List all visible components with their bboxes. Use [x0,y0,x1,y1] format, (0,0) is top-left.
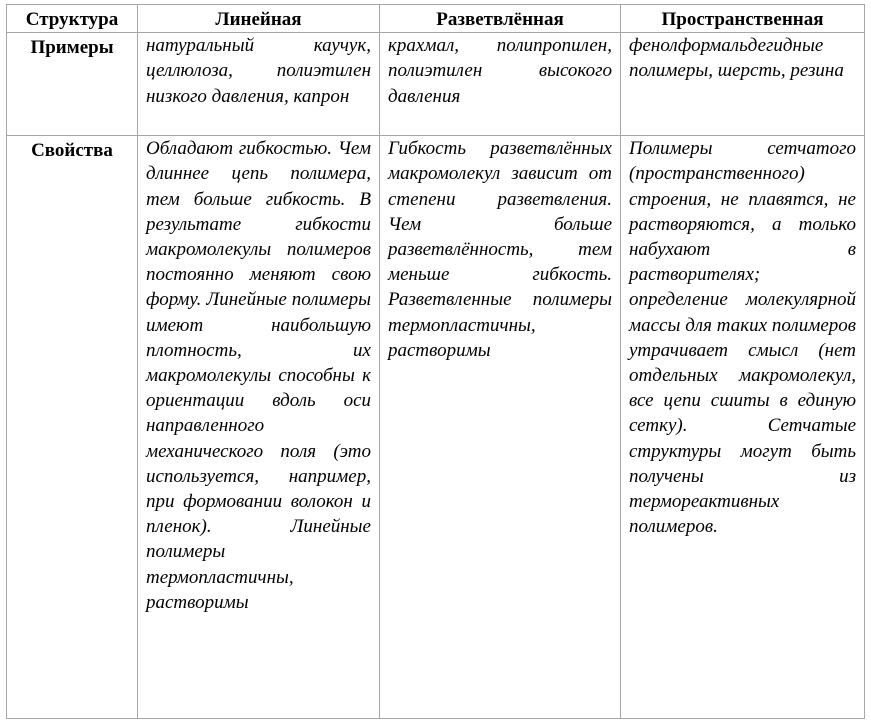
header-branched: Разветвлённая [380,5,621,33]
cell-properties-spatial [621,136,865,719]
cell-examples-linear [138,33,380,136]
header-structure: Структура [7,5,138,33]
cell-properties-branched [380,136,621,719]
table-row-properties [7,136,865,719]
cell-examples-spatial-text: фенолформальдегидные полимеры, шерсть, резина [629,35,844,82]
cell-examples-branched [380,33,621,136]
cell-properties-branched-text: Гибкость разветвлённых макромолекул зависит от степени разветвления. Чем больше разветвлённость, тем меньше гибкость. Разветвленные полимеры термопластичны, растворимы [388,138,612,361]
cell-examples-linear-text: натуральный каучук, целлюлоза, полиэтилен низкого давления, капрон [146,35,371,107]
polymer-structure-table [6,4,865,719]
header-spatial: Пространственная [621,5,865,33]
cell-properties-linear-text: Обладают гибкостью. Чем длиннее цепь полимера, тем больше гибкость. В результате гибкости макромолекулы полимеров постоянно меняют свою форму. Линейные полимеры имеют наибольшую плотность, их макромолекулы способны к ориентации вдоль оси направленного механического поля (это используется, например, при формовании волокон и пленок). Линейные полимеры термопластичны, растворимы [146,138,371,613]
row-label-examples [7,33,138,136]
cell-properties-spatial-text: Полимеры сетчатого (пространственного) строения, не плавятся, не растворяются, а только набухают в растворителях; определение молекулярной массы для таких полимеров утрачивает смысл (нет отдельных макромолекул, все цепи сшиты в единую сетку). Сетчатые структуры могут быть получены из термореактивных полимеров. [629,138,856,538]
table-row-examples [7,33,865,136]
row-label-properties-text: Свойства [31,140,113,162]
cell-examples-spatial [621,33,865,136]
header-linear: Линейная [138,5,380,33]
cell-properties-linear [138,136,380,719]
header-row [7,5,865,33]
row-label-examples-text: Примеры [30,37,114,59]
cell-examples-branched-text: крахмал, полипропилен, полиэтилен высокого давления [388,35,612,107]
row-label-properties [7,136,138,719]
